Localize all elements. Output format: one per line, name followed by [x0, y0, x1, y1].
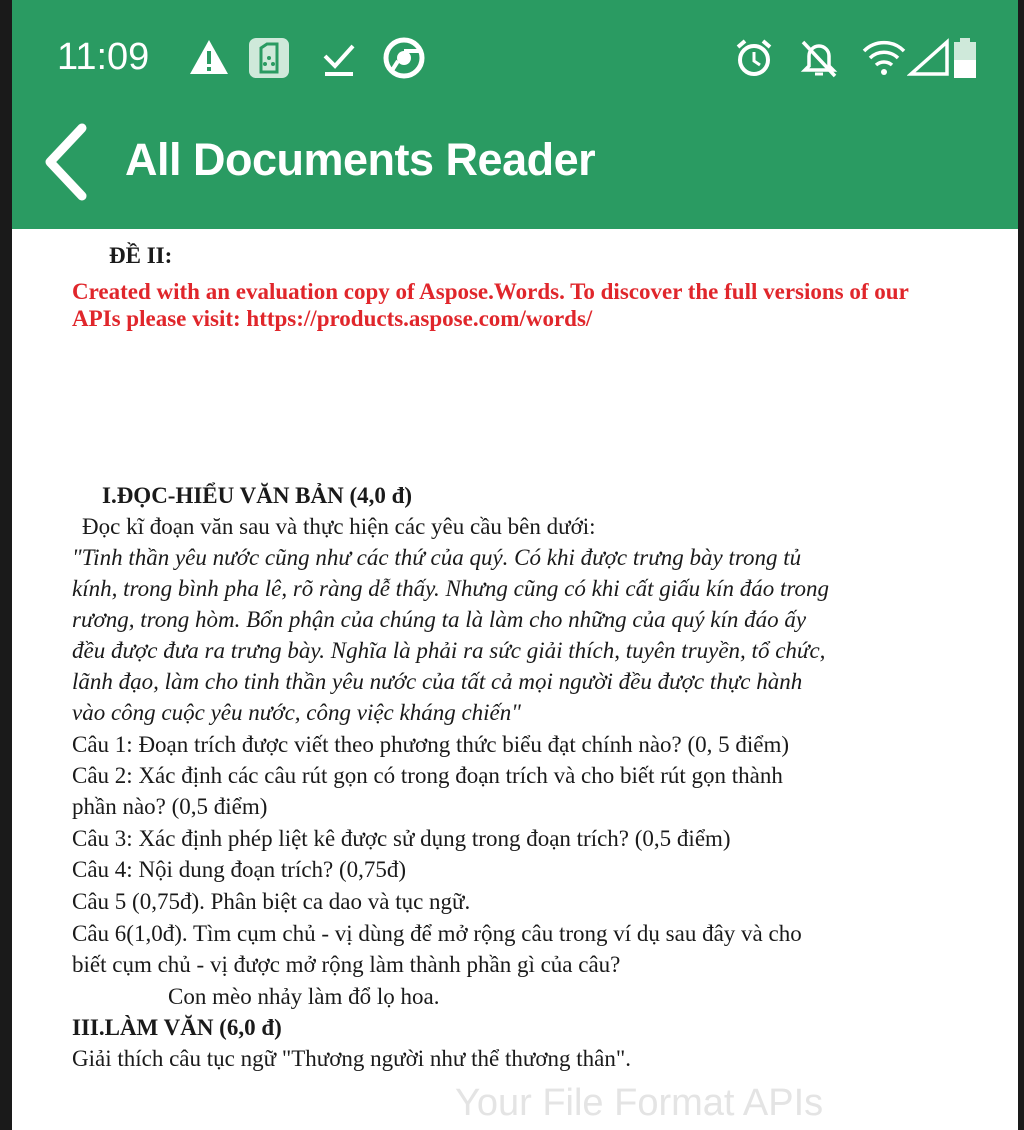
app-title: All Documents Reader [125, 134, 596, 185]
instruction-text: Đọc kĩ đoạn văn sau và thực hiện các yêu cầu bên dưới: [82, 514, 596, 539]
question-line: Câu 4: Nội dung đoạn trích? (0,75đ) [72, 857, 407, 882]
quote-line: đều được đưa ra trưng bày. Nghĩa là phải ra sức giải thích, tuyên truyền, tổ chức, [72, 638, 826, 663]
phone-screen [12, 0, 1018, 1130]
notifications-off-icon [797, 36, 841, 80]
sim-toolkit-icon [247, 36, 291, 80]
wifi-icon [862, 36, 906, 80]
question-line: phần nào? (0,5 điểm) [72, 794, 268, 819]
watermark: Your File Format APIs [455, 1082, 824, 1124]
exam-heading: ĐỀ II: [109, 243, 173, 268]
question-line: biết cụm chủ - vị được mở rộng làm thành phần gì của câu? [72, 952, 621, 977]
back-button[interactable] [38, 122, 96, 202]
essay-prompt: Giải thích câu tục ngữ "Thương người như thể thương thân". [72, 1046, 631, 1071]
quote-line: rương, trong hòm. Bổn phận của chúng ta là làm cho những của quý kín đáo ấy [72, 607, 807, 632]
warning-icon [187, 36, 231, 80]
quote-line: kính, trong bình pha lê, rõ ràng dễ thấy. Nhưng cũng có khi cất giấu kín đáo trong [72, 576, 829, 601]
chrome-icon [382, 36, 426, 80]
question-line: Câu 1: Đoạn trích được viết theo phương thức biểu đạt chính nào? (0, 5 điểm) [72, 732, 790, 757]
status-time: 11:09 [57, 36, 150, 78]
signal-icon [907, 36, 951, 80]
app-bar [12, 0, 1018, 229]
document-page [12, 229, 1018, 1130]
evaluation-notice-line: APIs please visit: https://products.aspose.com/words/ [72, 306, 593, 331]
section-3-title: III.LÀM VĂN (6,0 đ) [72, 1015, 282, 1040]
alarm-icon [732, 36, 776, 80]
section-1-title: I.ĐỌC-HIỂU VĂN BẢN (4,0 đ) [102, 483, 413, 508]
quote-line: "Tinh thần yêu nước cũng như các thứ của quý. Có khi được trưng bày trong tủ [72, 545, 802, 570]
evaluation-notice-line: Created with an evaluation copy of Aspose.Words. To discover the full versions of our [72, 279, 909, 304]
quote-line: vào công cuộc yêu nước, công việc kháng chiến" [72, 700, 521, 725]
question-line: Câu 3: Xác định phép liệt kê được sử dụng trong đoạn trích? (0,5 điểm) [72, 826, 731, 851]
quote-line: lãnh đạo, làm cho tinh thần yêu nước của tất cả mọi người đều được thực hành [72, 669, 803, 694]
question-line: Câu 6(1,0đ). Tìm cụm chủ - vị dùng để mở rộng câu trong ví dụ sau đây và cho [72, 921, 802, 946]
example-sentence: Con mèo nhảy làm đổ lọ hoa. [168, 984, 440, 1009]
download-done-icon [317, 36, 361, 80]
battery-icon [950, 36, 980, 80]
chevron-left-icon [38, 122, 96, 202]
question-line: Câu 2: Xác định các câu rút gọn có trong đoạn trích và cho biết rút gọn thành [72, 763, 783, 788]
question-line: Câu 5 (0,75đ). Phân biệt ca dao và tục ngữ. [72, 889, 471, 914]
